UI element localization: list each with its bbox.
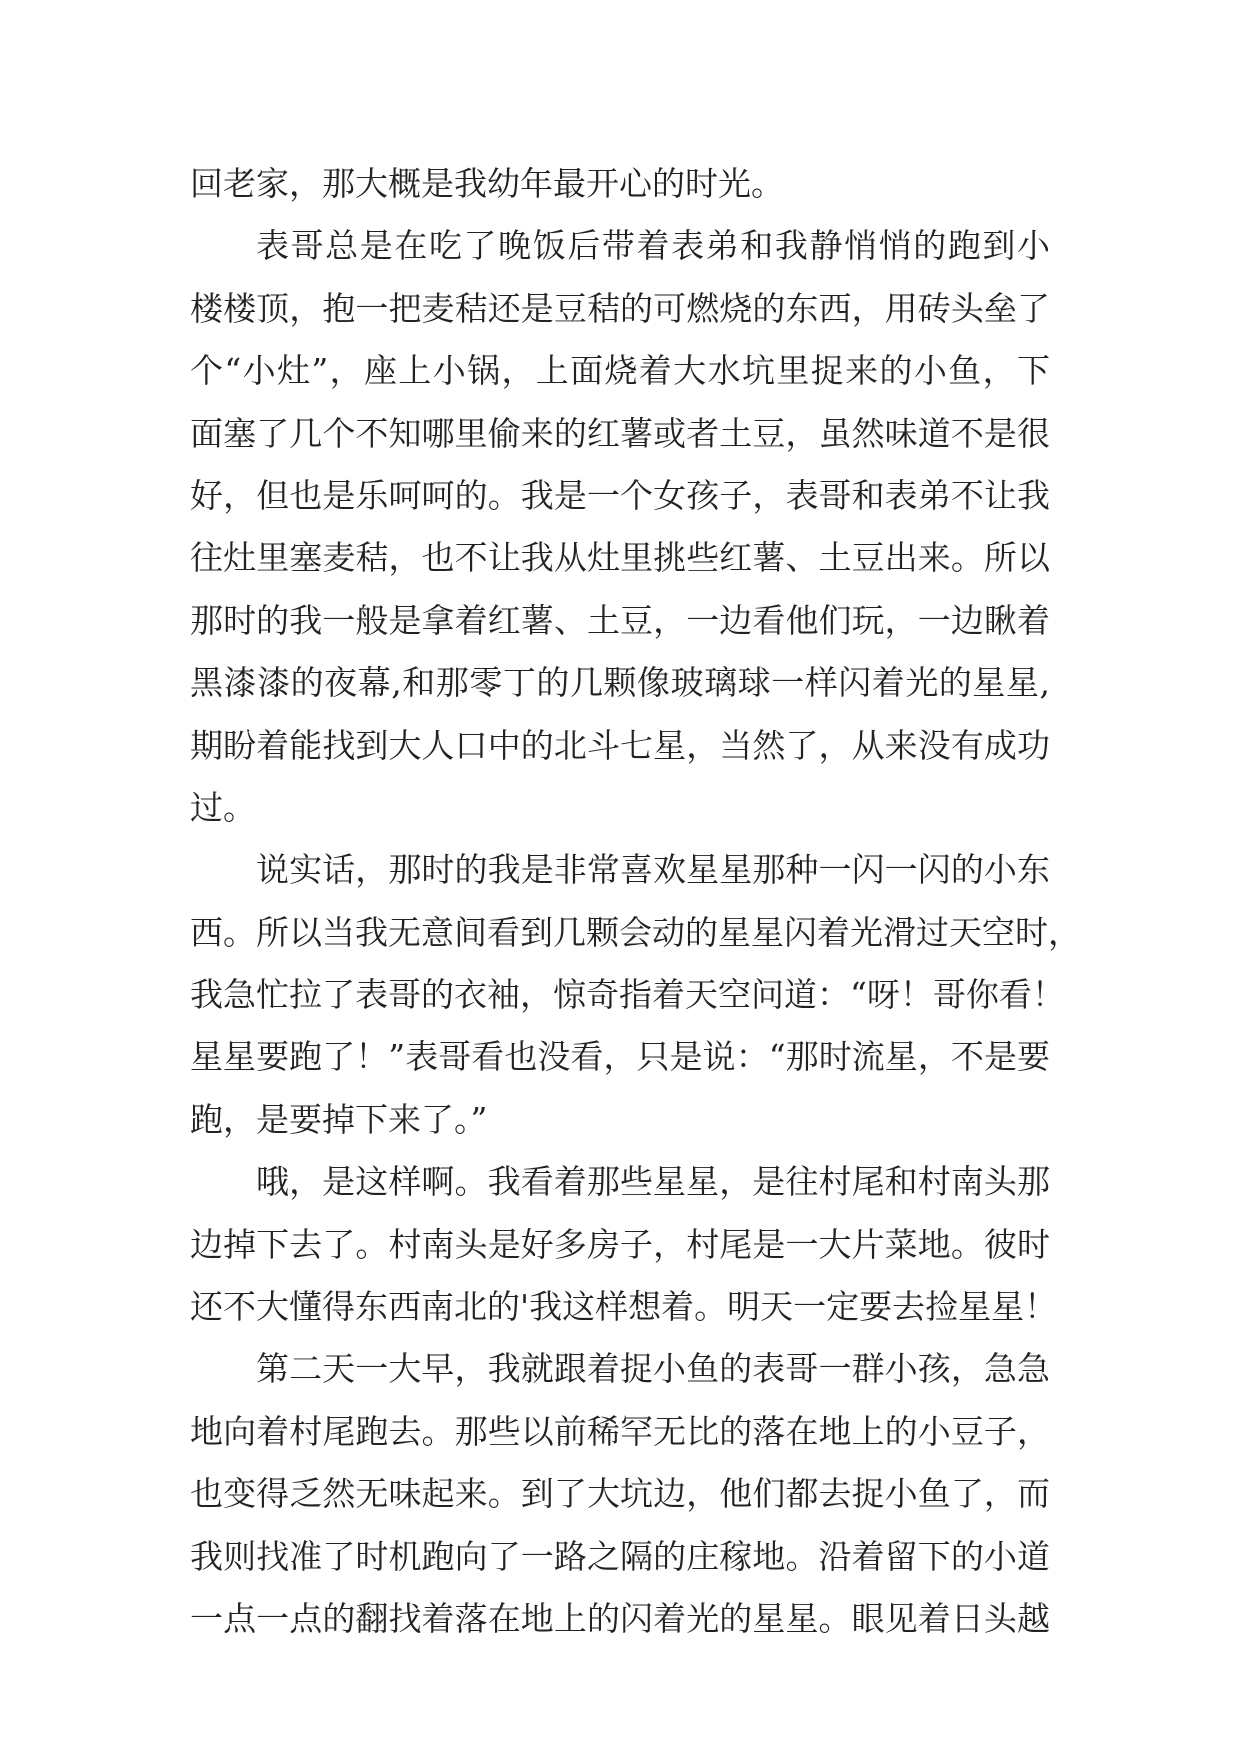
text-line: 第二天一大早，我就跟着捉小鱼的表哥一群小孩，急急 [256, 1349, 1050, 1389]
text-line: 好，但也是乐呵呵的。我是一个女孩子，表哥和表弟不让我 [190, 475, 1050, 515]
text-line: 我则找准了时机跑向了一路之隔的庄稼地。沿着留下的小道 [190, 1536, 1050, 1576]
text-line: 往灶里塞麦秸，也不让我从灶里挑些红薯、土豆出来。所以 [190, 538, 1050, 578]
text-line: 那时的我一般是拿着红薯、土豆，一边看他们玩，一边瞅着 [190, 600, 1050, 640]
text-line: 我急忙拉了表哥的衣袖，惊奇指着天空问道：“呀！哥你看！ [190, 975, 1065, 1015]
text-line: 也变得乏然无味起来。到了大坑边，他们都去捉小鱼了，而 [190, 1474, 1050, 1514]
text-line: 一点一点的翻找着落在地上的闪着光的星星。眼见着日头越 [190, 1598, 1050, 1638]
text-line: 个“小灶”，座上小锅，上面烧着大水坑里捉来的小鱼，下 [190, 351, 1050, 391]
text-line: 星星要跑了！”表哥看也没看，只是说：“那时流星，不是要 [190, 1037, 1050, 1077]
text-line: 还不大懂得东西南北的'我这样想着。明天一定要去捡星星！ [190, 1287, 1058, 1327]
text-line: 表哥总是在吃了晚饭后带着表弟和我静悄悄的跑到小 [256, 226, 1050, 266]
text-line: 黑漆漆的夜幕,和那零丁的几颗像玻璃球一样闪着光的星星, [190, 663, 1050, 703]
text-line: 回老家，那大概是我幼年最开心的时光。 [190, 164, 784, 203]
text-line: 楼楼顶，抱一把麦秸还是豆秸的可燃烧的东西，用砖头垒了 [190, 288, 1050, 328]
text-line: 期盼着能找到大人口中的北斗七星，当然了，从来没有成功 [190, 725, 1050, 765]
text-line: 哦，是这样啊。我看着那些星星，是往村尾和村南头那 [256, 1162, 1050, 1202]
text-line: 面塞了几个不知哪里偷来的红薯或者土豆，虽然味道不是很 [190, 413, 1050, 453]
text-line: 说实话，那时的我是非常喜欢星星那种一闪一闪的小东 [256, 850, 1050, 890]
text-line: 边掉下去了。村南头是好多房子，村尾是一大片菜地。彼时 [190, 1224, 1050, 1264]
body-text [190, 153, 1081, 1650]
text-line: 西。所以当我无意间看到几颗会动的星星闪着光滑过天空时， [190, 912, 1081, 952]
text-line: 过。 [190, 787, 256, 827]
text-line: 地向着村尾跑去。那些以前稀罕无比的落在地上的小豆子， [190, 1411, 1050, 1451]
text-line: 跑，是要掉下来了。” [190, 1099, 488, 1139]
